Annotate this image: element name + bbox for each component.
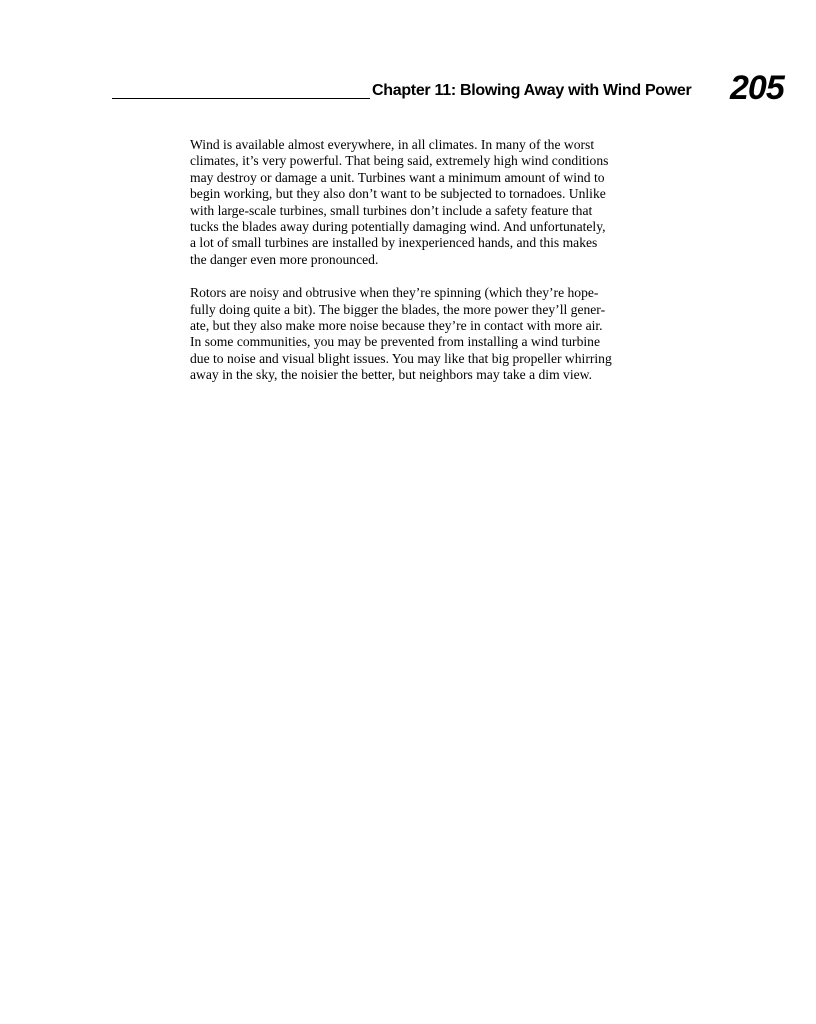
- text-line: Rotors are noisy and obtrusive when they’re spinning (which they’re hope-: [190, 285, 599, 301]
- running-header: [112, 68, 792, 110]
- text-line: away in the sky, the noisier the better, but neighbors may take a dim view.: [190, 367, 592, 383]
- paragraph: [190, 137, 710, 268]
- text-line: with large-scale turbines, small turbines don’t include a safety feature that: [190, 202, 593, 218]
- text-line: fully doing quite a bit). The bigger the blades, the more power they’ll gener-: [190, 301, 606, 317]
- header-rule: [112, 98, 370, 99]
- text-line: In some communities, you may be prevented from installing a wind turbine: [190, 334, 600, 350]
- text-line: may destroy or damage a unit. Turbines want a minimum amount of wind to: [190, 169, 605, 185]
- paragraph: [190, 285, 710, 383]
- text-line: a lot of small turbines are installed by inexperienced hands, and this makes: [190, 235, 598, 251]
- chapter-title: Chapter 11: Blowing Away with Wind Power: [372, 82, 692, 99]
- text-line: Wind is available almost everywhere, in all climates. In many of the worst: [190, 137, 595, 152]
- text-line: tucks the blades away during potentially damaging wind. And unfortunately,: [190, 219, 606, 235]
- page-number: 205: [730, 69, 784, 107]
- text-line: ate, but they also make more noise because they’re in contact with more air.: [190, 318, 603, 334]
- body-text: [190, 137, 710, 401]
- text-line: climates, it’s very powerful. That being said, extremely high wind conditions: [190, 153, 609, 169]
- text-line: begin working, but they also don’t want to be subjected to tornadoes. Unlike: [190, 186, 606, 202]
- text-line: due to noise and visual blight issues. You may like that big propeller whirring: [190, 350, 612, 366]
- text-line: the danger even more pronounced.: [190, 251, 379, 267]
